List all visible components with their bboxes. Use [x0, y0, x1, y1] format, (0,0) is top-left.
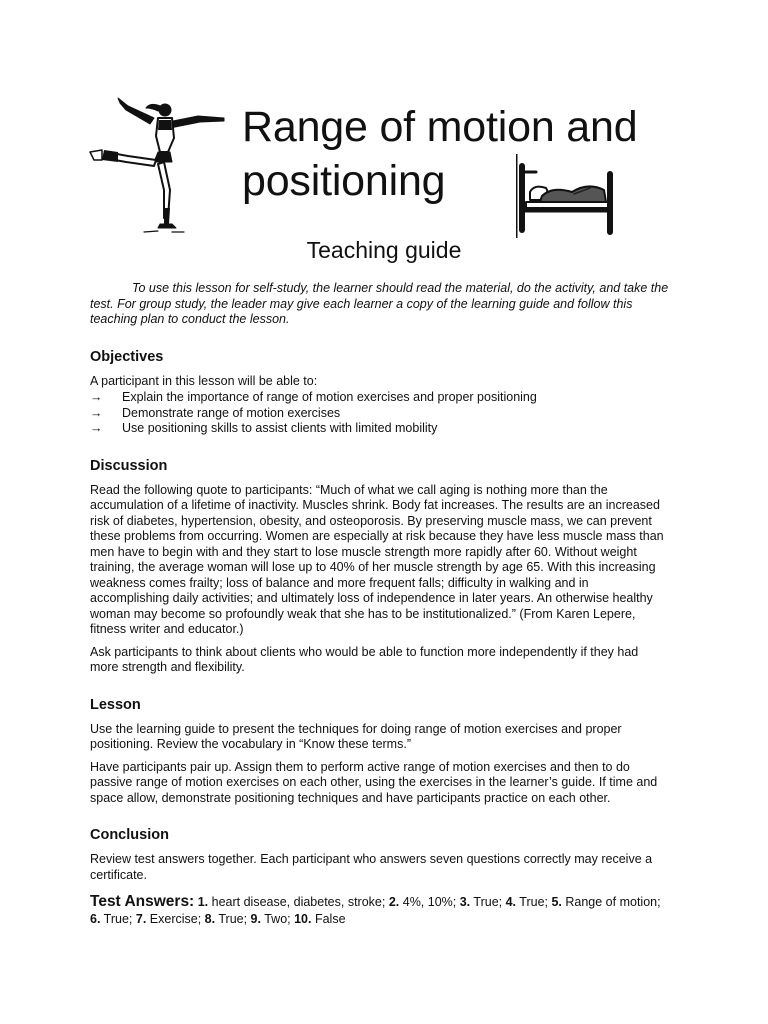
answer-number: 6. — [90, 912, 101, 926]
lesson-heading: Lesson — [90, 696, 141, 713]
answer-text: True; — [470, 895, 506, 909]
title-line-2: positioning — [242, 157, 446, 205]
test-answers-label: Test Answers: — [90, 893, 195, 910]
answer-number: 2. — [388, 895, 400, 909]
arrow-right-icon: → — [90, 421, 103, 435]
subtitle: Teaching guide — [306, 237, 462, 263]
intro-paragraph: To use this lesson for self-study, the learner should read the material, do the activity, and take the test. For group study, the leader may give each learner a copy of the learning guide and follow this teaching plan to conduct the lesson. — [90, 281, 669, 326]
list-item — [90, 421, 670, 437]
arrow-right-icon: → — [90, 405, 103, 420]
answer-number: 8. — [204, 912, 216, 926]
answer-text: True; — [100, 912, 136, 926]
list-item — [90, 406, 670, 422]
answer-number: 4. — [505, 895, 517, 909]
page-title — [242, 100, 712, 208]
answer-number: 9. — [250, 912, 261, 926]
discussion-paragraph: Ask participants to think about clients who would be able to function more independently if they had more strength and flexibility. — [90, 644, 639, 674]
bed-icon — [512, 152, 622, 240]
arrow-right-icon: → — [90, 390, 103, 404]
title-line-1: Range of motion and — [242, 103, 638, 151]
objectives-lead: A participant in this lesson will be able to: — [90, 373, 318, 388]
answer-text: True; — [215, 912, 251, 926]
lesson-paragraph: Have participants pair up. Assign them to perform active range of motion exercises and then to do passive range of motion exercises on each other, using the exercises in the learner’s guide. If time and space allow, demonstrate positioning techniques and have participants practice on each other. — [90, 759, 658, 805]
answer-text: heart disease, diabetes, stroke; — [208, 895, 389, 909]
objective-text: Use positioning skills to assist clients with limited mobility — [122, 421, 438, 435]
answer-text: 4%, 10%; — [399, 895, 460, 909]
answer-text: Exercise; — [146, 912, 205, 926]
discussion-paragraph: Read the following quote to participants: “Much of what we call aging is nothing more than the accumulation of a lifetime of inactivity. Muscles shrink. Body fat increases. The results are an increased risk of diabetes, hypertension, obesity, and osteoporosis. By preserving muscle mass, we can prevent these problems from occurring. Women are especially at risk because they have less muscle mass than men have to begin with and they start to lose muscle strength more rapidly after 60. Without weight training, the average woman will lose up to 40% of her muscle strength by age 65. With this increasing weakness comes frailty; loss of balance and more frequent falls; difficulty in walking and in accomplishing daily activities; and ultimately loss of independence in later years. An otherwise healthy woman may become so profoundly weak that she has to be institutionalized.” (From Karen Lepere, fitness writer and educator.) — [90, 482, 664, 636]
answer-text: Range of motion; — [561, 895, 661, 909]
discussion-heading: Discussion — [90, 457, 168, 474]
answer-text: Two; — [260, 912, 295, 926]
answer-number: 7. — [135, 912, 147, 926]
answer-number: 5. — [551, 895, 562, 909]
test-answers — [90, 893, 670, 928]
objectives-list — [90, 390, 670, 437]
exercising-woman-icon — [88, 94, 230, 236]
document-body — [90, 281, 670, 928]
lesson-paragraph: Use the learning guide to present the techniques for doing range of motion exercises and proper positioning. Review the vocabulary in “Know these terms.” — [90, 721, 622, 751]
objective-text: Demonstrate range of motion exercises — [122, 405, 341, 420]
answer-text: False — [311, 912, 346, 926]
list-item — [90, 390, 670, 406]
objectives-heading: Objectives — [90, 348, 164, 365]
answer-number: 1. — [197, 895, 209, 909]
answer-number: 10. — [294, 912, 312, 926]
objective-text: Explain the importance of range of motion exercises and proper positioning — [122, 390, 537, 404]
answer-number: 3. — [459, 895, 471, 909]
answer-text: True; — [516, 895, 552, 909]
conclusion-paragraph: Review test answers together. Each participant who answers seven questions correctly may receive a certificate. — [90, 852, 653, 882]
conclusion-heading: Conclusion — [90, 827, 169, 843]
